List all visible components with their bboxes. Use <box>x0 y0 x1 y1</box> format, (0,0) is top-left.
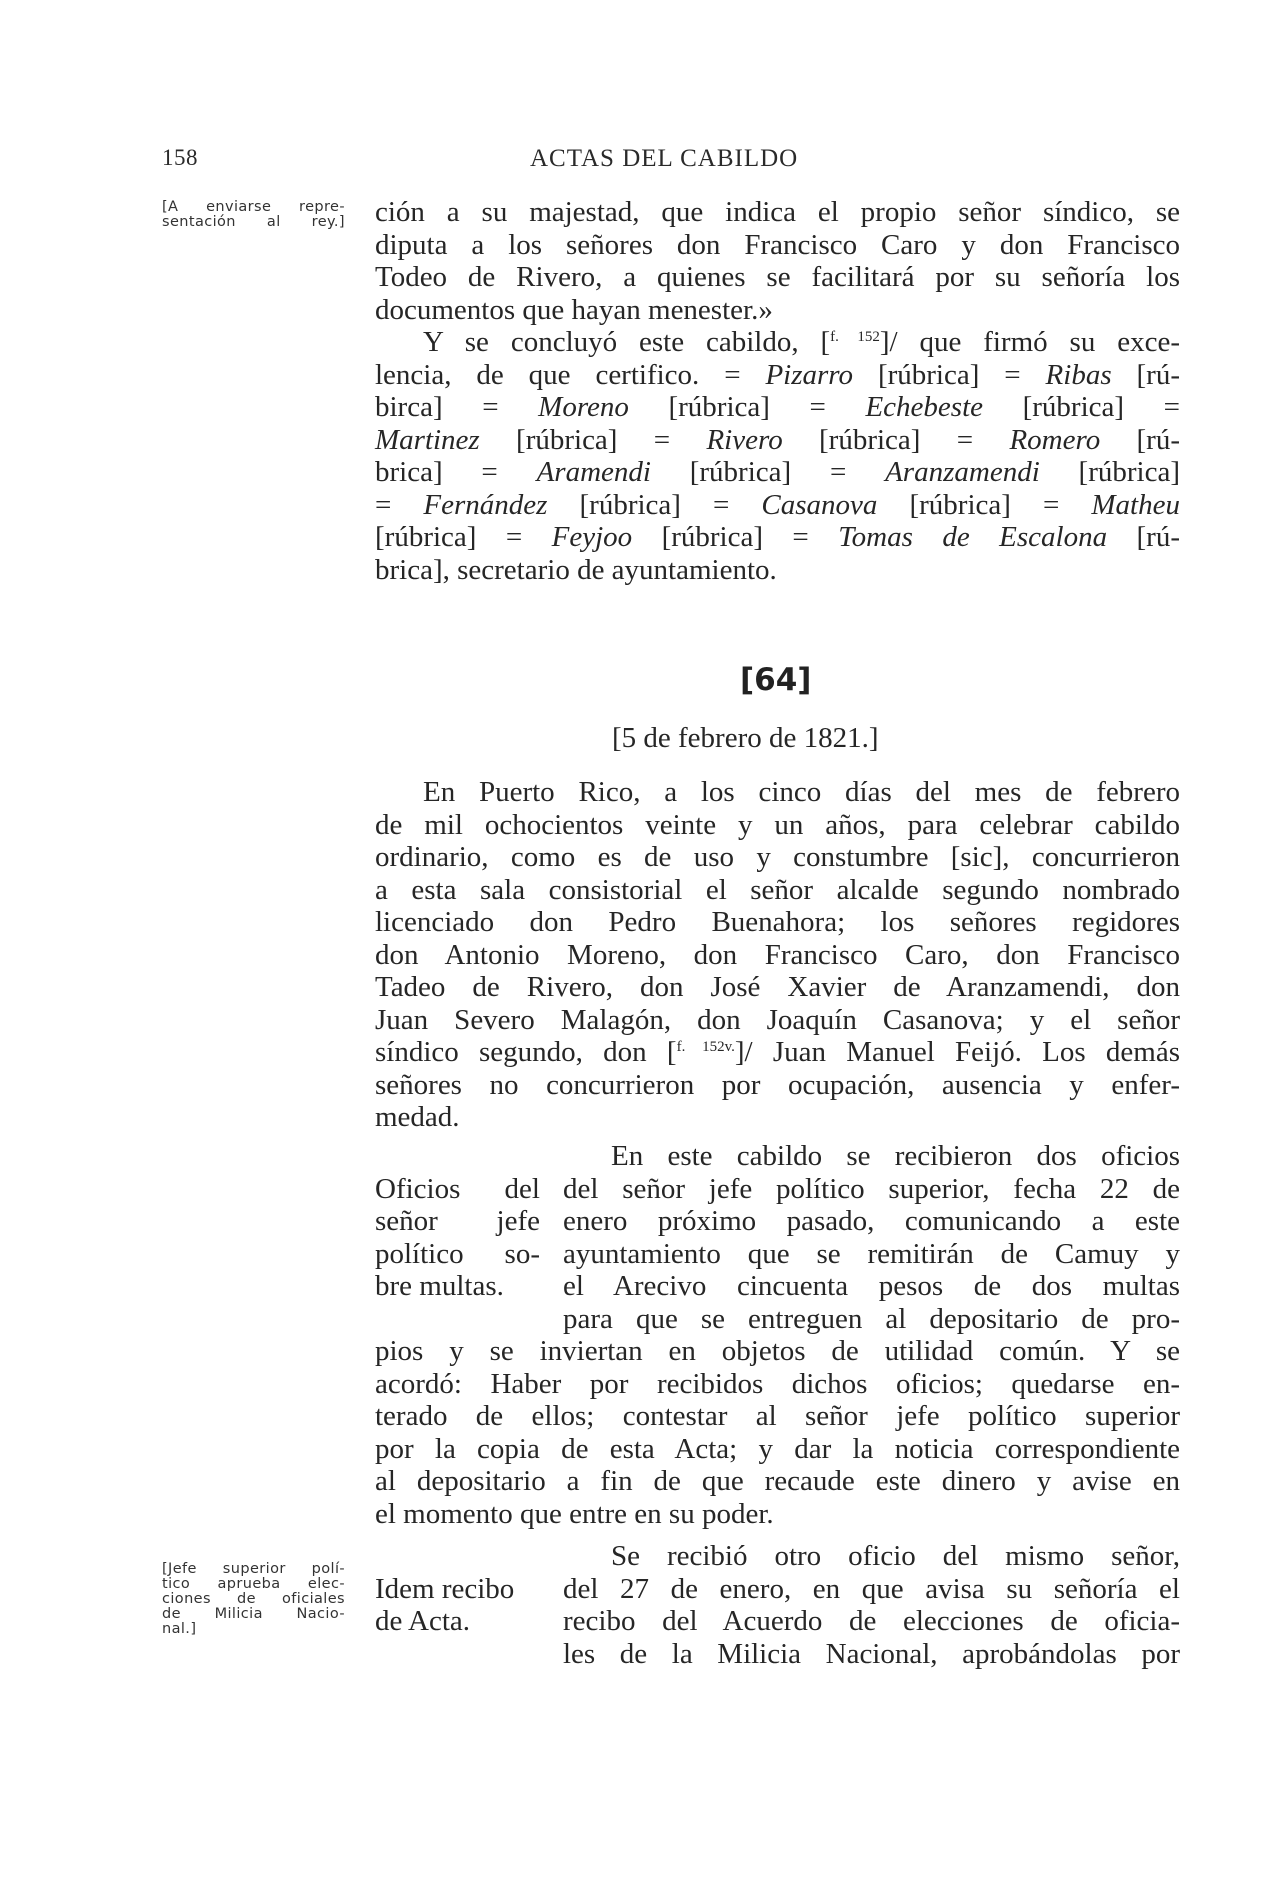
text-line: diputa a los señores don Francisco Caro y don Francisco <box>375 228 1180 261</box>
text-line: para que se entreguen al depositario de pro- <box>563 1302 1180 1335</box>
signature-name: Matheu <box>1091 488 1180 521</box>
inline-note-line: político so- <box>375 1237 540 1270</box>
text-line: documentos que hayan menester.» <box>375 293 773 326</box>
margin-note-1 <box>162 200 345 230</box>
section-number: [64] <box>740 662 812 698</box>
text-span: birca] = <box>375 391 539 423</box>
inline-note-line: Oficios del <box>375 1172 540 1205</box>
signature-name: Casanova <box>761 488 878 521</box>
text-span: [rúbrica] = <box>853 358 1046 391</box>
margin-note-line: [Jefe superior polí- <box>162 1561 345 1577</box>
text-line: ordinario, como es de uso y constumbre [sic], concurrieron <box>375 841 1180 873</box>
text-line: del 27 de enero, en que avisa su señoría el <box>563 1572 1180 1605</box>
signature-name: Echebeste <box>865 391 984 423</box>
text-line <box>375 424 1180 457</box>
folio-ref: f. 152v. <box>676 1039 735 1055</box>
folio-ref: f. 152 <box>830 329 880 345</box>
text-span: [rú- <box>1100 423 1180 456</box>
text-span: [rúbrica] = <box>479 423 707 456</box>
text-span: [rú- <box>1111 358 1180 391</box>
page-number: 158 <box>162 145 198 170</box>
text-span: lencia, de que certifico. = <box>375 358 766 391</box>
text-span: brica] = <box>375 456 537 488</box>
signature-name: Tomas de Escalona <box>838 521 1108 553</box>
inline-note-line: señor jefe <box>375 1205 540 1237</box>
margin-note-line: sentación al rey.] <box>162 214 345 230</box>
text-line: al depositario a fin de que recaude este dinero y avise en <box>375 1465 1180 1497</box>
margin-note-line: de Milicia Nacio- <box>162 1606 345 1622</box>
running-title: ACTAS DEL CABILDO <box>530 145 799 172</box>
text-span: ]/ Juan Manuel Feijó. Los demás <box>734 1036 1180 1068</box>
text-span: Y se concluyó este cabildo, [ <box>423 326 831 358</box>
text-span: [rúbrica] <box>1039 456 1180 488</box>
text-line: Todeo de Rivero, a quienes se facilitará por su señoría los <box>375 261 1180 293</box>
text-span: ]/ que firmó su exce- <box>879 326 1180 358</box>
text-line: pios y se inviertan en objetos de utilidad común. Y se <box>375 1335 1180 1367</box>
margin-note-line: [A enviarse repre- <box>162 199 345 215</box>
paragraph-session-opening <box>375 776 1180 1134</box>
text-line <box>375 359 1180 392</box>
text-line: del señor jefe político superior, fecha 22 de <box>563 1172 1180 1205</box>
signature-name: Pizarro <box>765 358 854 391</box>
section-date: [5 de febrero de 1821.] <box>612 722 879 754</box>
text-span: [rúbrica] = <box>877 488 1092 521</box>
text-line: medad. <box>375 1101 460 1133</box>
paragraph-closing <box>375 196 1180 586</box>
text-line: por la copia de esta Acta; y dar la noticia correspondiente <box>375 1432 1180 1465</box>
signature-name: Feyjoo <box>551 521 633 553</box>
text-line <box>375 489 1180 522</box>
inline-note-line: bre multas. <box>375 1270 504 1302</box>
signature-name: Ribas <box>1045 358 1112 391</box>
inline-note-line: Idem recibo <box>375 1572 515 1605</box>
text-span: = <box>375 488 424 521</box>
signature-name: Aranzamendi <box>885 456 1040 488</box>
text-line: recibo del Acuerdo de elecciones de oficia- <box>563 1605 1180 1637</box>
signature-name: Aramendi <box>536 456 651 488</box>
text-line: Juan Severo Malagón, don Joaquín Casanova; y el señor <box>375 1003 1180 1036</box>
margin-note-line: ciones de oficiales <box>162 1591 345 1607</box>
text-line: enero próximo pasado, comunicando a este <box>563 1205 1180 1237</box>
signature-name: Martinez <box>375 423 480 456</box>
text-span: [rúbrica] = <box>375 521 552 553</box>
text-line: licenciado don Pedro Buenahora; los señores regidores <box>375 906 1180 938</box>
text-line <box>375 456 1180 489</box>
side-paragraph-milicia <box>563 1540 1180 1670</box>
inline-note-oficios-multas <box>375 1173 540 1303</box>
text-span: [rúbrica] = <box>782 423 1010 456</box>
text-span: síndico segundo, don [ <box>375 1036 677 1068</box>
text-line <box>375 521 1180 554</box>
text-line: terado de ellos; contestar al señor jefe político superior <box>375 1400 1180 1432</box>
text-line: el momento que entre en su poder. <box>375 1497 774 1530</box>
text-line: Se recibió otro oficio del mismo señor, <box>611 1540 1180 1572</box>
signature-name: Fernández <box>423 488 548 521</box>
margin-note-2 <box>162 1562 345 1637</box>
side-paragraph-oficios <box>563 1140 1180 1335</box>
signature-name: Moreno <box>538 391 629 423</box>
text-line: de mil ochocientos veinte y un años, para celebrar cabildo <box>375 808 1180 841</box>
text-span: [rúbrica] = <box>628 391 866 423</box>
text-line <box>375 391 1180 424</box>
text-line: a esta sala consistorial el señor alcalde segundo nombrado <box>375 873 1180 906</box>
text-line: acordó: Haber por recibidos dichos oficios; quedarse en- <box>375 1367 1180 1400</box>
paragraph-oficios-continued <box>375 1335 1180 1530</box>
signature-name: Romero <box>1009 423 1101 456</box>
text-line <box>375 1036 1180 1069</box>
text-line: señores no concurrieron por ocupación, ausencia y enfer- <box>375 1068 1180 1101</box>
text-line: ayuntamiento que se remitirán de Camuy y <box>563 1237 1180 1270</box>
text-span: [rúbrica] = <box>547 488 762 521</box>
margin-note-line: nal.] <box>162 1621 197 1637</box>
text-line: ción a su majestad, que indica el propio señor síndico, se <box>375 196 1180 228</box>
margin-note-line: tico aprueba elec- <box>162 1576 345 1592</box>
text-line: brica], secretario de ayuntamiento. <box>375 553 777 586</box>
text-line: don Antonio Moreno, don Francisco Caro, don Francisco <box>375 938 1180 971</box>
text-line: el Arecivo cincuenta pesos de dos multas <box>563 1270 1180 1302</box>
text-line <box>375 326 1180 359</box>
signature-name: Rivero <box>706 423 783 456</box>
text-line: En este cabildo se recibieron dos oficios <box>611 1140 1180 1172</box>
inline-note-line: de Acta. <box>375 1605 471 1637</box>
text-span: [rúbrica] = <box>983 391 1180 423</box>
text-line: Tadeo de Rivero, don José Xavier de Aranzamendi, don <box>375 971 1180 1003</box>
text-span: [rú- <box>1107 521 1180 553</box>
text-line: les de la Milicia Nacional, aprobándolas por <box>563 1637 1180 1670</box>
inline-note-idem-recibo <box>375 1573 540 1638</box>
text-span: [rúbrica] = <box>632 521 839 553</box>
text-span: [rúbrica] = <box>650 456 886 488</box>
text-line: En Puerto Rico, a los cinco días del mes de febrero <box>423 776 1180 808</box>
